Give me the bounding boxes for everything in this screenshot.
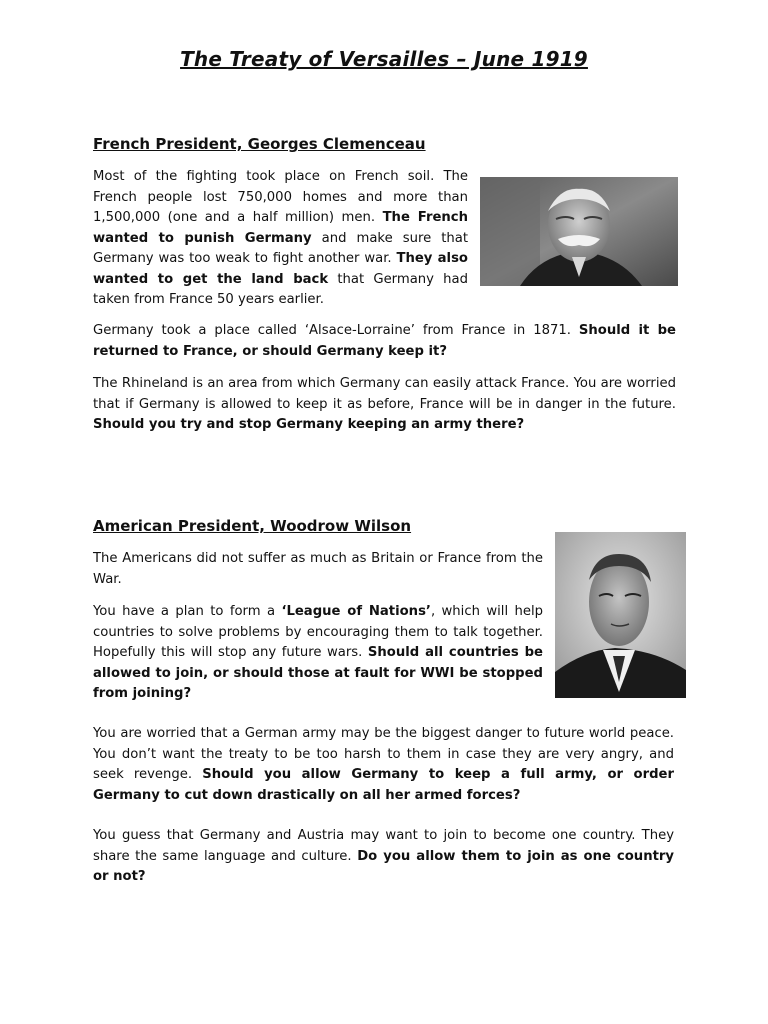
text-run: and make sure that Germany was too weak to fight another war.	[93, 230, 468, 266]
text-run: You are worried that a German army may be the biggest danger to future world peace. You don’t want the treaty to be too harsh to them in case they are very angry, and seek revenge.	[93, 726, 674, 782]
wilson-paragraph-1	[93, 549, 543, 590]
wilson-heading: American President, Woodrow Wilson	[93, 517, 412, 535]
clemenceau-heading: French President, Georges Clemenceau	[93, 135, 426, 153]
bold-text-run: Should you try and stop Germany keeping an army there?	[93, 417, 525, 432]
page-title: The Treaty of Versailles – June 1919	[180, 47, 588, 71]
text-run: , which will help countries to solve problems by encouraging them to talk together. Hopefully this will stop any future wars.	[93, 604, 544, 660]
bold-text-run: Do you allow them to join as one country or not?	[93, 848, 674, 884]
clemenceau-paragraph-2	[93, 321, 676, 362]
bold-text-run: ‘League of Nations’	[281, 604, 431, 619]
clemenceau-portrait	[480, 177, 678, 286]
text-run: You have a plan to form a	[93, 604, 282, 619]
wilson-portrait	[555, 532, 686, 698]
bold-text-run: Should you allow Germany to keep a full army, or order Germany to cut down drastically on all her armed forces?	[93, 767, 674, 803]
clemenceau-paragraph-1	[93, 167, 468, 311]
bold-text-run: Should all countries be allowed to join, or should those at fault for WWI be stopped from joining?	[93, 645, 543, 701]
wilson-paragraph-3	[93, 724, 674, 806]
text-run: The Rhineland is an area from which Germany can easily attack France. You are worried that if Germany is allowed to keep it as before, France will be in danger in the future.	[93, 376, 676, 412]
bold-text-run: They also wanted to get the land back	[93, 251, 468, 287]
wilson-paragraph-4	[93, 826, 674, 888]
text-run: The Americans did not suffer as much as Britain or France from the War.	[93, 551, 543, 587]
text-run: Germany took a place called ‘Alsace-Lorraine’ from France in 1871.	[93, 323, 579, 338]
text-run: that Germany had taken from France 50 years earlier.	[93, 271, 468, 307]
text-run: Most of the fighting took place on French soil. The French people lost 750,000 homes and more than 1,500,000 (one and a half million) men.	[93, 169, 468, 225]
text-run: You guess that Germany and Austria may want to join to become one country. They share the same language and culture.	[93, 828, 674, 864]
bold-text-run: Should it be returned to France, or should Germany keep it?	[93, 323, 677, 359]
bold-text-run: The French wanted to punish Germany	[93, 210, 468, 246]
wilson-paragraph-2	[93, 602, 543, 705]
clemenceau-paragraph-3	[93, 374, 676, 436]
